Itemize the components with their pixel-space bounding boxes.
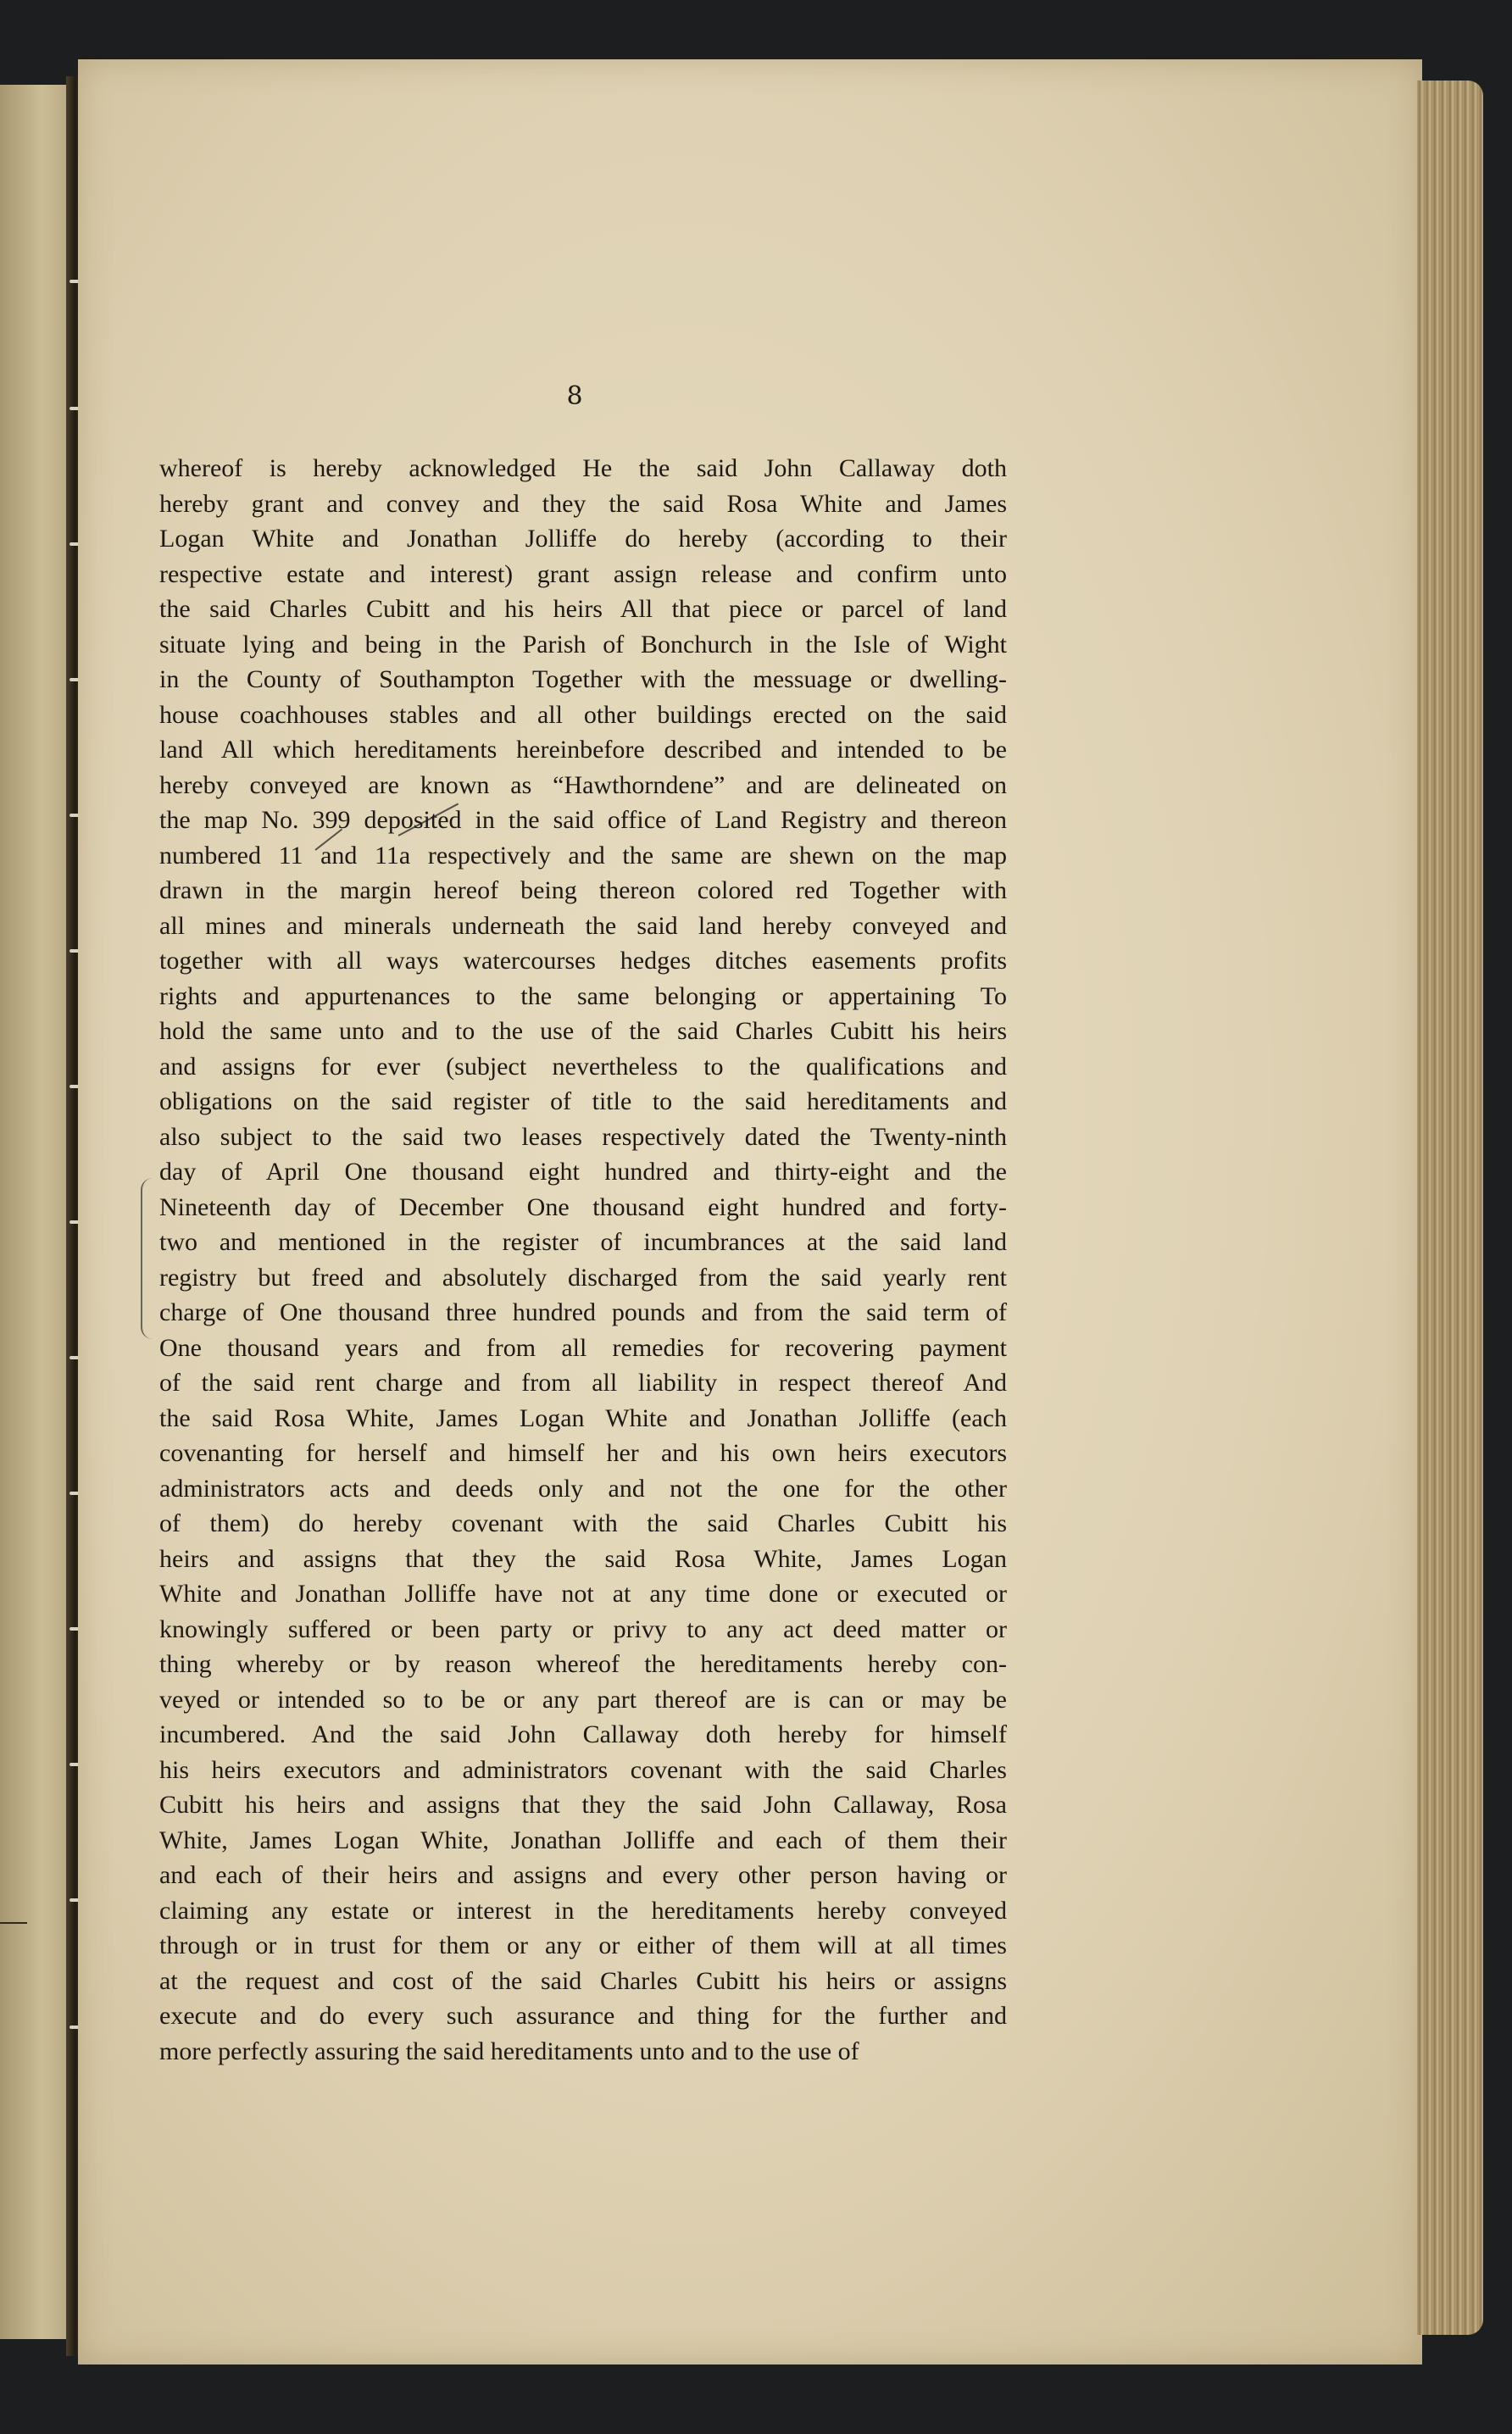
text-line: the said Charles Cubitt and his heirs All that piece or parcel of land: [159, 595, 1007, 623]
text-line: claiming any estate or interest in the hereditaments hereby conveyed: [159, 1896, 1007, 1925]
text-line: more perfectly assuring the said hereditaments unto and to the use of: [159, 2037, 859, 2065]
text-line: incumbered. And the said John Callaway doth hereby for himself: [159, 1720, 1007, 1748]
text-line: through or in trust for them or any or either of them will at all times: [159, 1931, 1007, 1959]
text-line: situate lying and being in the Parish of Bonchurch in the Isle of Wight: [159, 630, 1007, 659]
text-line: Cubitt his heirs and assigns that they the said John Callaway, Rosa: [159, 1791, 1007, 1819]
text-line: two and mentioned in the register of incumbrances at the said land: [159, 1228, 1007, 1256]
pencil-margin-bracket: [141, 1178, 156, 1339]
text-line: One thousand years and from all remedies for recovering payment: [159, 1333, 1007, 1362]
text-line: registry but freed and absolutely discharged from the said yearly rent: [159, 1263, 1007, 1292]
text-line: land All which hereditaments hereinbefore described and intended to be: [159, 736, 1007, 764]
text-line: also subject to the said two leases respectively dated the Twenty-ninth: [159, 1122, 1007, 1151]
text-line: and assigns for ever (subject nevertheless to the qualifications and: [159, 1052, 1007, 1081]
facing-page-edge: [0, 85, 76, 2339]
text-line: thing whereby or by reason whereof the hereditaments hereby con-: [159, 1650, 1007, 1678]
text-line: rights and appurtenances to the same belonging or appertaining To: [159, 981, 1007, 1010]
text-line: administrators acts and deeds only and not the one for the other: [159, 1474, 1007, 1503]
text-line: obligations on the said register of title to the said hereditaments and: [159, 1087, 1007, 1115]
text-line: veyed or intended so to be or any part thereof are is can or may be: [159, 1685, 1007, 1714]
text-line: White and Jonathan Jolliffe have not at any time done or executed or: [159, 1580, 1007, 1608]
text-line: drawn in the margin hereof being thereon colored red Together with: [159, 876, 1007, 904]
page-block-edge: [1417, 81, 1483, 2335]
text-line: of the said rent charge and from all liability in respect thereof And: [159, 1369, 1007, 1397]
text-line: all mines and minerals underneath the said land hereby conveyed and: [159, 911, 1007, 940]
text-line: covenanting for herself and himself her and his own heirs executors: [159, 1439, 1007, 1467]
text-line: the said Rosa White, James Logan White and Jonathan Jolliffe (each: [159, 1403, 1007, 1432]
text-line: hereby conveyed are known as “Hawthorndene” and are delineated on: [159, 770, 1007, 799]
text-line: the map No. 399 deposited in the said office of Land Registry and thereon: [159, 806, 1007, 834]
text-line: in the County of Southampton Together with the messuage or dwelling-: [159, 665, 1007, 693]
text-line: knowingly suffered or been party or privy to any act deed matter or: [159, 1614, 1007, 1643]
text-line: heirs and assigns that they the said Rosa White, James Logan: [159, 1544, 1007, 1573]
text-line: of them) do hereby covenant with the said Charles Cubitt his: [159, 1509, 1007, 1537]
facing-page-rule: [0, 1922, 27, 1924]
text-line: whereof is hereby acknowledged He the said John Callaway doth: [159, 454, 1007, 482]
text-line: hold the same unto and to the use of the said Charles Cubitt his heirs: [159, 1017, 1007, 1045]
text-line: charge of One thousand three hundred pounds and from the said term of: [159, 1298, 1007, 1326]
text-line: White, James Logan White, Jonathan Jolliffe and each of them their: [159, 1826, 1007, 1854]
text-line: execute and do every such assurance and thing for the further and: [159, 2002, 1007, 2030]
text-line: house coachhouses stables and all other buildings erected on the said: [159, 700, 1007, 729]
text-line: hereby grant and convey and they the said Rosa White and James: [159, 489, 1007, 518]
deed-body-text: [159, 451, 1007, 2069]
text-line: together with all ways watercourses hedges ditches easements profits: [159, 947, 1007, 975]
text-line: Nineteenth day of December One thousand eight hundred and forty-: [159, 1192, 1007, 1221]
text-line: and each of their heirs and assigns and every other person having or: [159, 1861, 1007, 1889]
text-line: respective estate and interest) grant assign release and confirm unto: [159, 559, 1007, 588]
text-line: numbered 11 and 11a respectively and the same are shewn on the map: [159, 841, 1007, 870]
page-number: 8: [566, 381, 583, 411]
text-line: day of April One thousand eight hundred and thirty-eight and the: [159, 1158, 1007, 1186]
text-line: Logan White and Jonathan Jolliffe do hereby (according to their: [159, 525, 1007, 553]
text-line: at the request and cost of the said Charles Cubitt his heirs or assigns: [159, 1966, 1007, 1995]
text-line: his heirs executors and administrators covenant with the said Charles: [159, 1755, 1007, 1784]
